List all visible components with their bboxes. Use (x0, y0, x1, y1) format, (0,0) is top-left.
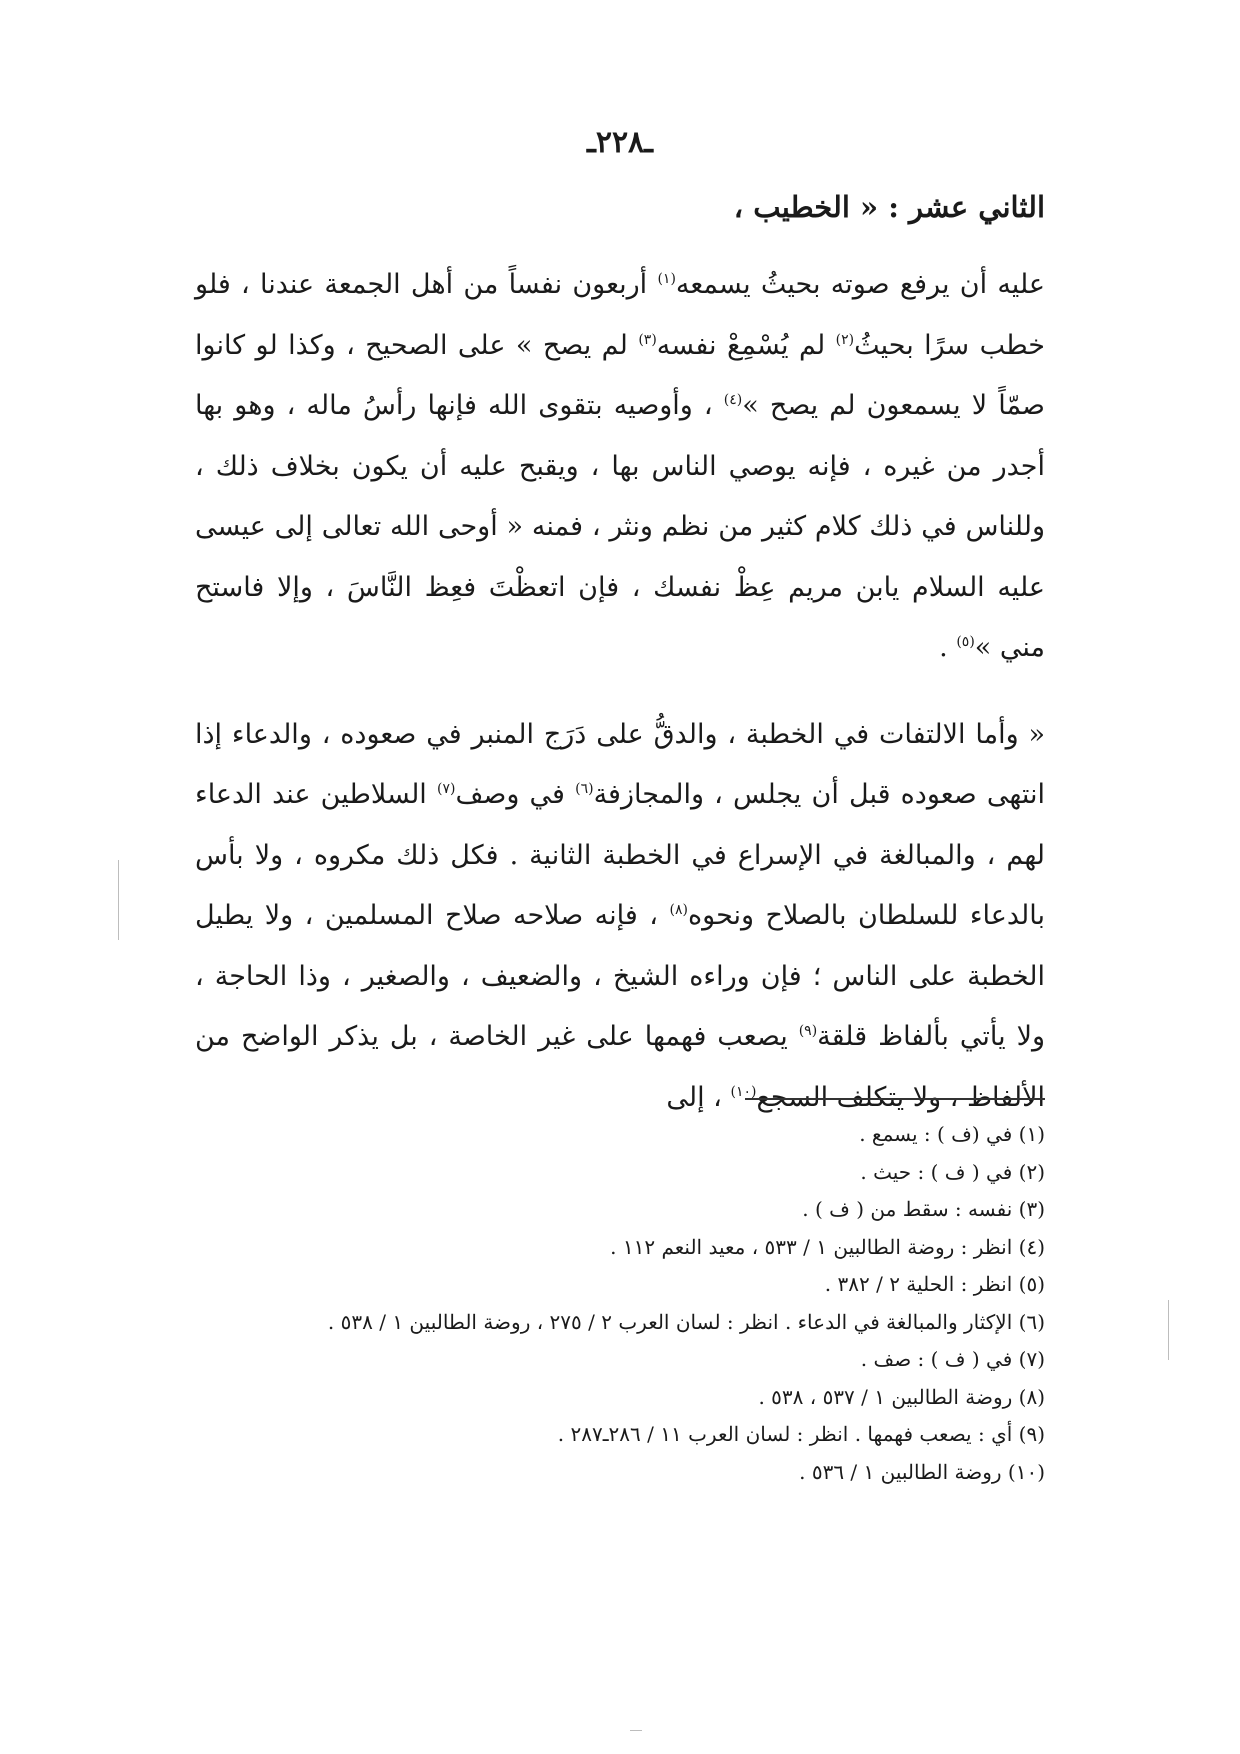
footnote-marker: (٥) (956, 634, 975, 650)
text-run: ، وأوصيه بتقوى الله فإنها رأسُ ماله ، وهو بها أجدر من غيره ، فإنه يوصي الناس بها ، ويقبح عليه أن يكون بخلاف ذلك ، وللناس في ذلك كلام كثير من نظم ونثر ، فمنه « أوحى الله تعالى إلى عيسى عليه السلام يابن مريم عِظْ نفسك ، فإن اتعظْتَ فعِظ النَّاسَ ، وإلا فاستح مني » (195, 390, 1045, 663)
footnote-marker: (٨) (669, 902, 688, 918)
footnote-separator (745, 1098, 1045, 1100)
text-run: . (939, 632, 957, 663)
text-run: السلاطين عند الدعاء لهم ، والمبالغة في الإسراع في الخطبة الثانية . فكل ذلك مكروه ، ولا بأس بالدعاء للسلطان بالصلاح ونحوه (195, 779, 1045, 931)
page-number: ـ٢٢٨ـ (587, 125, 653, 160)
section-heading: الثاني عشر : « الخطيب ، (733, 190, 1045, 224)
footnote-marker: (١٠) (730, 1083, 757, 1100)
footnote: (٤) انظر : روضة الطالبين ١ / ٥٣٣ ، معيد النعم ١١٢ . (610, 1234, 1045, 1259)
footnote: (١) في (ف ) : يسمع . (859, 1122, 1045, 1146)
footnote: (٩) أي : يصعب فهمها . انظر : لسان العرب ١١ / ٢٨٦ـ٢٨٧ . (557, 1422, 1045, 1446)
text-run: « وأما الالتفات في الخطبة ، والدقُّ على دَرَج المنبر في صعوده ، والدعاء إذا انتهى صعوده قبل أن يجلس ، والمجازفة (195, 718, 1046, 810)
text-run: في وصف (455, 779, 576, 810)
text-run: ، إلى (666, 1081, 731, 1113)
paragraph (195, 255, 1045, 679)
text-run: أربعون نفساً من أهل الجمعة عندنا ، فلو خطب سرًا بحيثُ (195, 269, 1045, 361)
text-run: لم يُسْمِعْ نفسه (656, 329, 836, 361)
scan-edge-mark (1168, 1300, 1169, 1360)
footnote-marker: (٤) (723, 392, 743, 408)
main-text (195, 185, 1045, 1128)
text-run: ، فإنه صلاحه صلاح المسلمين ، ولا يطيل الخطبة على الناس ؛ فإن وراءه الشيخ ، والضعيف ، والصغير ، وذا الحاجة ، ولا يأتي بألفاظ قلقة (195, 900, 1045, 1052)
footnote-marker: (٧) (436, 781, 456, 797)
footnote: (٨) روضة الطالبين ١ / ٥٣٧ ، ٥٣٨ . (758, 1384, 1045, 1409)
footnote-marker: (١) (657, 271, 676, 287)
footnote: (٣) نفسه : سقط من ( ف ) . (802, 1197, 1045, 1221)
footnote: (٦) الإكثار والمبالغة في الدعاء . انظر : لسان العرب ٢ / ٢٧٥ ، روضة الطالبين ١ / ٥٣٨ . (327, 1309, 1045, 1334)
scan-edge-mark (118, 860, 119, 940)
text-run: عليه أن يرفع صوته بحيثُ يسمعه (675, 269, 1045, 300)
footnote: (١٠) روضة الطالبين ١ / ٥٣٦ . (799, 1459, 1045, 1484)
footnote: (٧) في ( ف ) : صف . (860, 1347, 1045, 1371)
text-run: لم يصح » على الصحيح ، وكذا لو كانوا صمّاً لا يسمعون لم يصح » (195, 329, 1045, 421)
text-run: يصعب فهمها على غير الخاصة ، بل يذكر الواضح من الألفاظ ، ولا يتكلف السجع (195, 1021, 1045, 1113)
footnotes (175, 1116, 1045, 1491)
footnote-marker: (٢) (835, 331, 855, 348)
footnote: (٢) في ( ف ) : حيث . (860, 1159, 1045, 1184)
footnote-marker: (٦) (575, 781, 594, 797)
footnote-marker: (٣) (638, 331, 657, 348)
paragraph (195, 705, 1045, 1129)
footnote-marker: (٩) (798, 1023, 818, 1039)
scan-edge-mark (630, 1730, 642, 1731)
footnote: (٥) انظر : الحلية ٢ / ٣٨٢ . (824, 1272, 1045, 1296)
